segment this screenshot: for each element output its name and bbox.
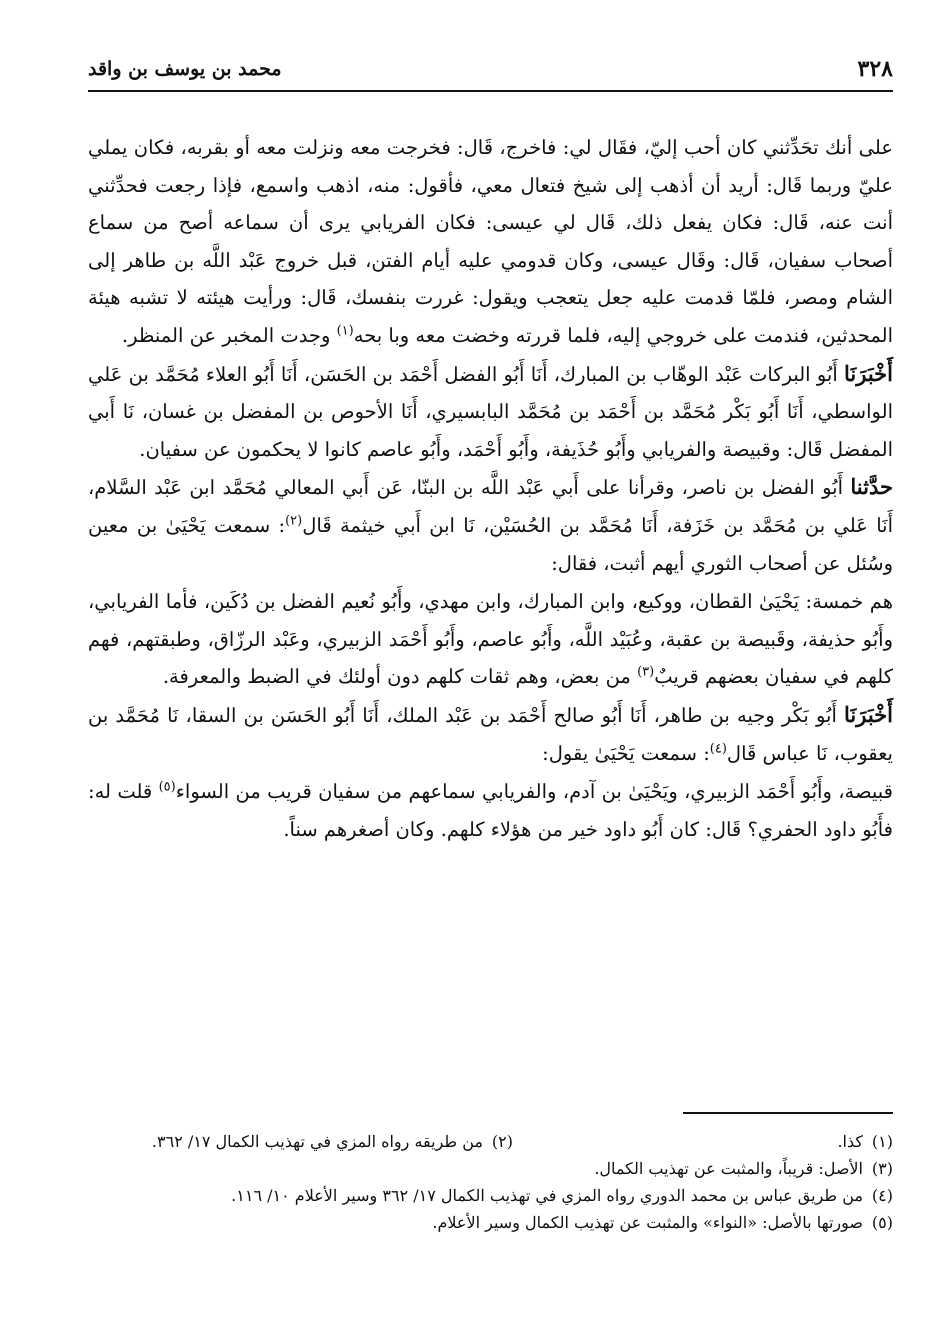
body-text <box>88 128 893 848</box>
footnote-number: (٢) <box>491 1132 513 1151</box>
paragraph <box>88 772 893 848</box>
footnote-rule <box>683 1112 893 1114</box>
paragraph-text: على أنك تحَدِّثني كان أحب إليّ، فقَال لي: فاخرج، قَال: فخرجت معه ونزلت معه أو بقربه، فكان يملي عليّ وربما قَال: أريد أن أذهب إلى شيخ فتعال معي، فأقول: منه، اذهب واسمع، فإذا رجعت فحدِّثني أنت عنه، قَال: فكان يفعل ذلك، قَال لي عيسى: فكان الفريابي يرى أن سماعه أصح من سماع أصحاب سفيان، قَال: وقَال عيسى، وكان قدومي عليه أيام الفتن، قبل خروج عَبْد اللَّه بن طاهر إلى الشام ومصر، فلمّا قدمت عليه جعل يتعجب ويقول: غررت بنفسك، قَال: ورأيت هيئته لا تشبه هيئة المحدثين، فندمت على خروجي إليه، فلما قررته وخضت معه وبا بحه <box>88 136 893 347</box>
paragraph-text: قبيصة، وأَبُو أَحْمَد الزبيري، ويَحْيَىٰ بن آدم، والفريابي سماعهم من سفيان قريب من السواء <box>175 780 893 804</box>
footnote-ref: (١) <box>336 323 354 339</box>
footnote-text: صورتها بالأصل: «النواء» والمثبت عن تهذيب الكمال وسير الأعلام. <box>432 1213 863 1232</box>
footnote-ref: (٥) <box>158 779 176 795</box>
footnote-ref: (٤) <box>709 741 727 756</box>
paragraph-text: أَبُو بَكْر وجيه بن طاهر، أَنَا أَبُو صالح أَحْمَد بن عَبْد الملك، أَنَا أَبُو الحَسَن بن السقا، نَا مُحَمَّد بن يعقوب، نَا عباس قَال <box>88 703 893 765</box>
paragraph-text: هم خمسة: يَحْيَىٰ القطان، ووكيع، وابن المبارك، وابن مهدي، وأَبُو نُعيم الفضل بن دُكَين، فأما الفريابي، وأَبُو حذيفة، وقَبيصة بن عقبة، وعُبَيْد اللَّه، وأَبُو عاصم، وأَبُو أَحْمَد الزبيري، وعَبْد الرزّاق، وطبقتهم، فهم كلهم في سفيان بعضهم قريبٌ <box>88 590 893 689</box>
running-header <box>88 50 893 92</box>
footnote-ref: (٣) <box>637 664 655 680</box>
footnote-number: (٤) <box>871 1186 893 1205</box>
paragraph <box>88 128 893 355</box>
paragraph-text: أَبُو الفضل بن ناصر، وقرأنا على أَبي عَبْد اللَّه بن البنّا، عَن أَبي المعالي مُحَمَّد ابن عَبْد السَّلام، أَنَا عَلي بن مُحَمَّد بن خَزَفة، أَنَا مُحَمَّد بن الحُسَيْن، نَا ابن أَبي خيثمة قَال <box>88 476 893 537</box>
footnote <box>152 1128 513 1155</box>
footnote <box>432 1209 893 1236</box>
footnote-row <box>88 1209 893 1236</box>
footnote-number: (١) <box>871 1132 893 1151</box>
running-title: محمد بن يوسف بن واقد <box>88 58 282 80</box>
paragraph-tail: وجدت المخبر عن المنظر. <box>121 323 337 347</box>
paragraph-lead: أَخْبَرَنَا <box>844 360 893 386</box>
paragraph-tail: من بعض، وهم ثقات كلهم دون أولئك في الضبط والمعرفة. <box>162 665 638 689</box>
footnote-number: (٥) <box>871 1213 893 1232</box>
footnote-text: من طريقه رواه المزي في تهذيب الكمال ١٧/ ٣٦٢. <box>151 1132 483 1151</box>
footnote-row <box>88 1182 893 1209</box>
paragraph <box>88 355 893 469</box>
footnote <box>837 1128 893 1155</box>
footnote <box>594 1155 893 1182</box>
footnote-list <box>88 1128 893 1236</box>
footnote-row <box>88 1128 893 1155</box>
paragraph <box>88 696 893 772</box>
footnote-row <box>88 1155 893 1182</box>
footnote-text: من طريق عباس بن محمد الدوري رواه المزي في تهذيب الكمال ١٧/ ٣٦٢ وسير الأعلام ١٠/ ١١٦. <box>231 1186 863 1205</box>
footnote-text: الأصل: قريباً، والمثبت عن تهذيب الكمال. <box>594 1159 863 1178</box>
page-number: ٣٢٨ <box>857 56 893 82</box>
footnote <box>231 1182 893 1209</box>
paragraph-tail: : سمعت يَحْيَىٰ بن معين وسُئل عن أصحاب الثوري أيهم أثبت، فقال: <box>88 513 893 575</box>
paragraph <box>88 468 893 582</box>
footnote-text: كذا. <box>837 1132 863 1151</box>
page <box>88 50 893 848</box>
footnote-number: (٣) <box>871 1159 893 1178</box>
paragraph-lead: حدَّثنا <box>850 474 893 500</box>
paragraph <box>88 582 893 696</box>
paragraph-text: أَبُو البركات عَبْد الوهّاب بن المبارك، أَنَا أَبُو الفضل أَحْمَد بن الحَسَن، أَنَا أَبُو العلاء مُحَمَّد بن عَلي الواسطي، أَنَا أَبُو بَكْر مُحَمَّد بن أَحْمَد بن مُحَمَّد البابسيري، أَنَا الأحوص بن المفضل بن غسان، نَا أَبي المفضل قَال: وقبيصة والفريابي وأَبُو حُذَيفة، وأَبُو أَحْمَد، وأَبُو عاصم كانوا لا يحكمون عن سفيان. <box>88 362 893 461</box>
footnote-ref: (٢) <box>285 513 303 529</box>
paragraph-tail: : سمعت يَحْيَىٰ يقول: <box>542 741 710 765</box>
paragraph-lead: أَخْبَرَنَا <box>844 701 893 727</box>
paragraph-tail: قلت له: فأَبُو داود الحفري؟ قَال: كان أَبُو داود خير من هؤلاء كلهم. وكان أصغرهم سناً. <box>88 780 893 841</box>
